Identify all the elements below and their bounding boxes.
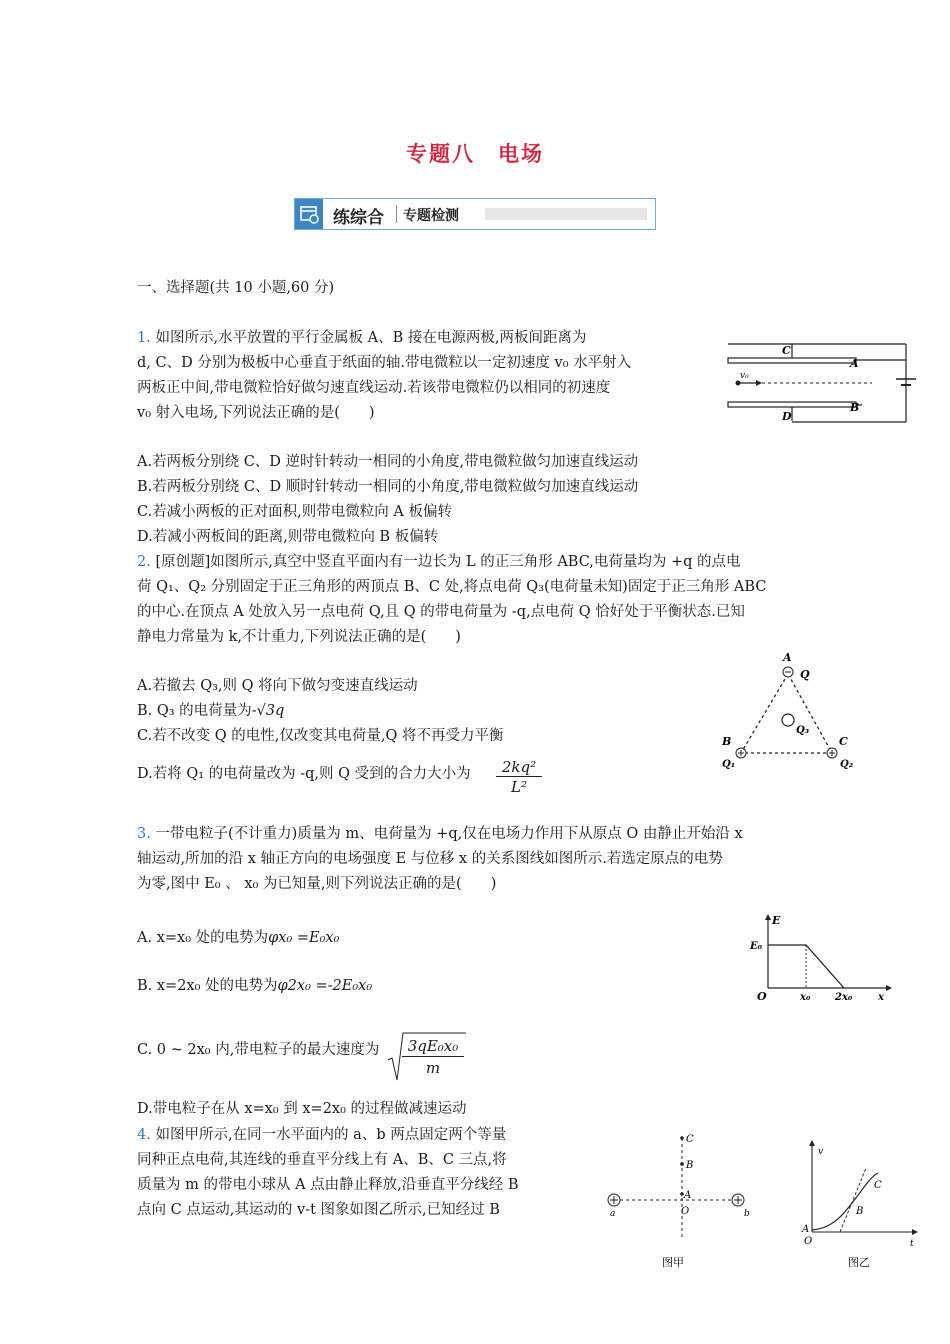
svg-text:v₀: v₀ (740, 371, 749, 381)
q1-line-4: v₀ 射入电场,下列说法正确的是( ) (137, 405, 375, 421)
svg-text:C: C (782, 344, 791, 357)
banner-divider (396, 205, 397, 223)
q2-line-3: 的中心.在顶点 A 处放入另一点电荷 Q,且 Q 的带电荷量为 -q,点电荷 Q 恰好处于平衡状态.已知 (137, 604, 745, 620)
svg-text:b: b (744, 1209, 750, 1219)
q1-line-1: 1. 如图所示,水平放置的平行金属板 A、B 接在电源两极,两板间距离为 (137, 330, 587, 346)
q1-option-b: B.若两板分别绕 C、D 顺时针转动一相同的小角度,带电微粒做匀加速直线运动 (137, 479, 639, 495)
q3-option-b: B. x=2x₀ 处的电势为φ2x₀ =-2E₀x₀ (137, 978, 373, 994)
q2-line-4: 静电力常量为 k,不计重力,下列说法正确的是( ) (137, 629, 461, 645)
section-heading: 一、选择题(共 10 小题,60 分) (137, 280, 335, 296)
page-title: 专题八 电场 (406, 142, 544, 166)
svg-text:x: x (878, 992, 884, 1002)
svg-text:x₀: x₀ (800, 992, 811, 1002)
q2-line-1: 2. [原创题]如图所示,真空中竖直平面内有一边长为 L 的正三角形 ABC,电荷量均为 +q 的点电 (137, 554, 741, 570)
svg-text:v: v (818, 1147, 824, 1157)
svg-text:2x₀: 2x₀ (835, 992, 853, 1002)
q4-line-2: 同种正点电荷,其连线的垂直平分线上有 A、B、C 三点,将 (137, 1152, 507, 1168)
svg-text:图甲: 图甲 (662, 1256, 684, 1269)
svg-text:Q: Q (800, 668, 810, 681)
q2-option-d-fraction: 2kq² L² (496, 758, 542, 797)
svg-text:E: E (772, 914, 781, 927)
q1-capacitor-figure (722, 336, 918, 428)
svg-text:C: C (874, 1180, 882, 1191)
q4-figure-b-vt-graph (796, 1140, 926, 1278)
q3-option-c: C. 0 ~ 2x₀ 内,带电粒子的最大速度为 (137, 1042, 380, 1058)
banner-bar (485, 208, 647, 220)
svg-text:O: O (757, 990, 767, 1002)
q3-option-d: D.带电粒子在从 x=x₀ 到 x=2x₀ 的过程做减速运动 (137, 1101, 467, 1117)
q4-number: 4. (137, 1127, 151, 1143)
svg-text:Q₃: Q₃ (796, 725, 810, 736)
q3-number: 3. (137, 826, 151, 842)
q2-line-2: 荷 Q₁、Q₂ 分别固定于正三角形的两顶点 B、C 处,将点电荷 Q₃(电荷量未知)固定于正三角形 ABC (137, 579, 767, 595)
svg-text:O: O (804, 1236, 813, 1247)
section-banner (294, 198, 656, 230)
banner-sub: 专题检测 (403, 208, 459, 224)
svg-text:E₀: E₀ (750, 941, 763, 952)
q1-line-2: d, C、D 分别为极板中心垂直于纸面的轴.带电微粒以一定初速度 v₀ 水平射入 (137, 355, 632, 371)
q4-line-3: 质量为 m 的带电小球从 A 点由静止释放,沿垂直平分线经 B (137, 1177, 519, 1193)
q2-number: 2. (137, 554, 151, 570)
q1-option-d: D.若减小两板间的距离,则带电微粒向 B 板偏转 (137, 529, 439, 545)
q3-e-x-graph (748, 912, 893, 1002)
svg-text:C: C (839, 735, 848, 748)
q2-option-d: D.若将 Q₁ 的电荷量改为 -q,则 Q 受到的合力大小为 (137, 766, 471, 782)
q2-triangle-figure (716, 648, 866, 772)
q1-option-a: A.若两板分别绕 C、D 逆时针转动一相同的小角度,带电微粒做匀加速直线运动 (137, 454, 639, 470)
svg-text:Q₁: Q₁ (722, 759, 736, 770)
q1-option-c: C.若减小两板的正对面积,则带电微粒向 A 板偏转 (137, 504, 452, 520)
q2-option-c: C.若不改变 Q 的电性,仅改变其电荷量,Q 将不再受力平衡 (137, 728, 504, 744)
q3-line-1: 3. 一带电粒子(不计重力)质量为 m、电荷量为 +q,仅在电场力作用下从原点 O 由静止开始沿 x (137, 826, 743, 842)
svg-text:O: O (681, 1206, 690, 1217)
svg-text:a: a (610, 1209, 616, 1219)
svg-text:Q₂: Q₂ (840, 759, 854, 770)
q3-option-a-math: φx₀ =E₀x₀ (268, 930, 340, 946)
q4-line-4: 点向 C 点运动,其运动的 v-t 图象如图乙所示,已知经过 B (137, 1202, 500, 1218)
q2-option-a: A.若撤去 Q₃,则 Q 将向下做匀变速直线运动 (137, 678, 418, 694)
svg-text:C: C (686, 1134, 694, 1145)
svg-text:B: B (722, 735, 732, 748)
q4-figure-a (600, 1128, 760, 1278)
svg-text:A: A (850, 357, 859, 370)
q3-line-3: 为零,图中 E₀ 、 x₀ 为已知量,则下列说法正确的是( ) (137, 876, 497, 892)
q1-line-3: 两板正中间,带电微粒恰好做匀速直线运动.若该带电微粒仍以相同的初速度 (137, 380, 611, 396)
banner-main: 练综合 (333, 208, 384, 228)
svg-text:B: B (856, 1206, 864, 1217)
q3-option-a: A. x=x₀ 处的电势为φx₀ =E₀x₀ (137, 930, 340, 946)
q2-option-b: B. Q₃ 的电荷量为-√3q (137, 703, 285, 719)
svg-text:图乙: 图乙 (848, 1256, 870, 1269)
svg-text:D: D (782, 410, 792, 423)
q3-option-b-math: φ2x₀ =-2E₀x₀ (277, 978, 373, 994)
svg-text:A: A (802, 1224, 810, 1235)
q1-number: 1. (137, 330, 151, 346)
q2-option-b-math: -√3q (251, 703, 285, 719)
calendar-icon (295, 199, 323, 229)
svg-text:A: A (783, 651, 792, 664)
svg-text:A: A (684, 1190, 692, 1201)
q4-line-1: 4. 如图甲所示,在同一水平面内的 a、b 两点固定两个等量 (137, 1127, 507, 1143)
q3-line-2: 轴运动,所加的沿 x 轴正方向的电场强度 E 与位移 x 的关系图线如图所示.若选定原点的电势 (137, 851, 723, 867)
svg-text:B: B (686, 1160, 694, 1171)
svg-text:B: B (850, 401, 860, 414)
svg-text:t: t (910, 1239, 914, 1249)
